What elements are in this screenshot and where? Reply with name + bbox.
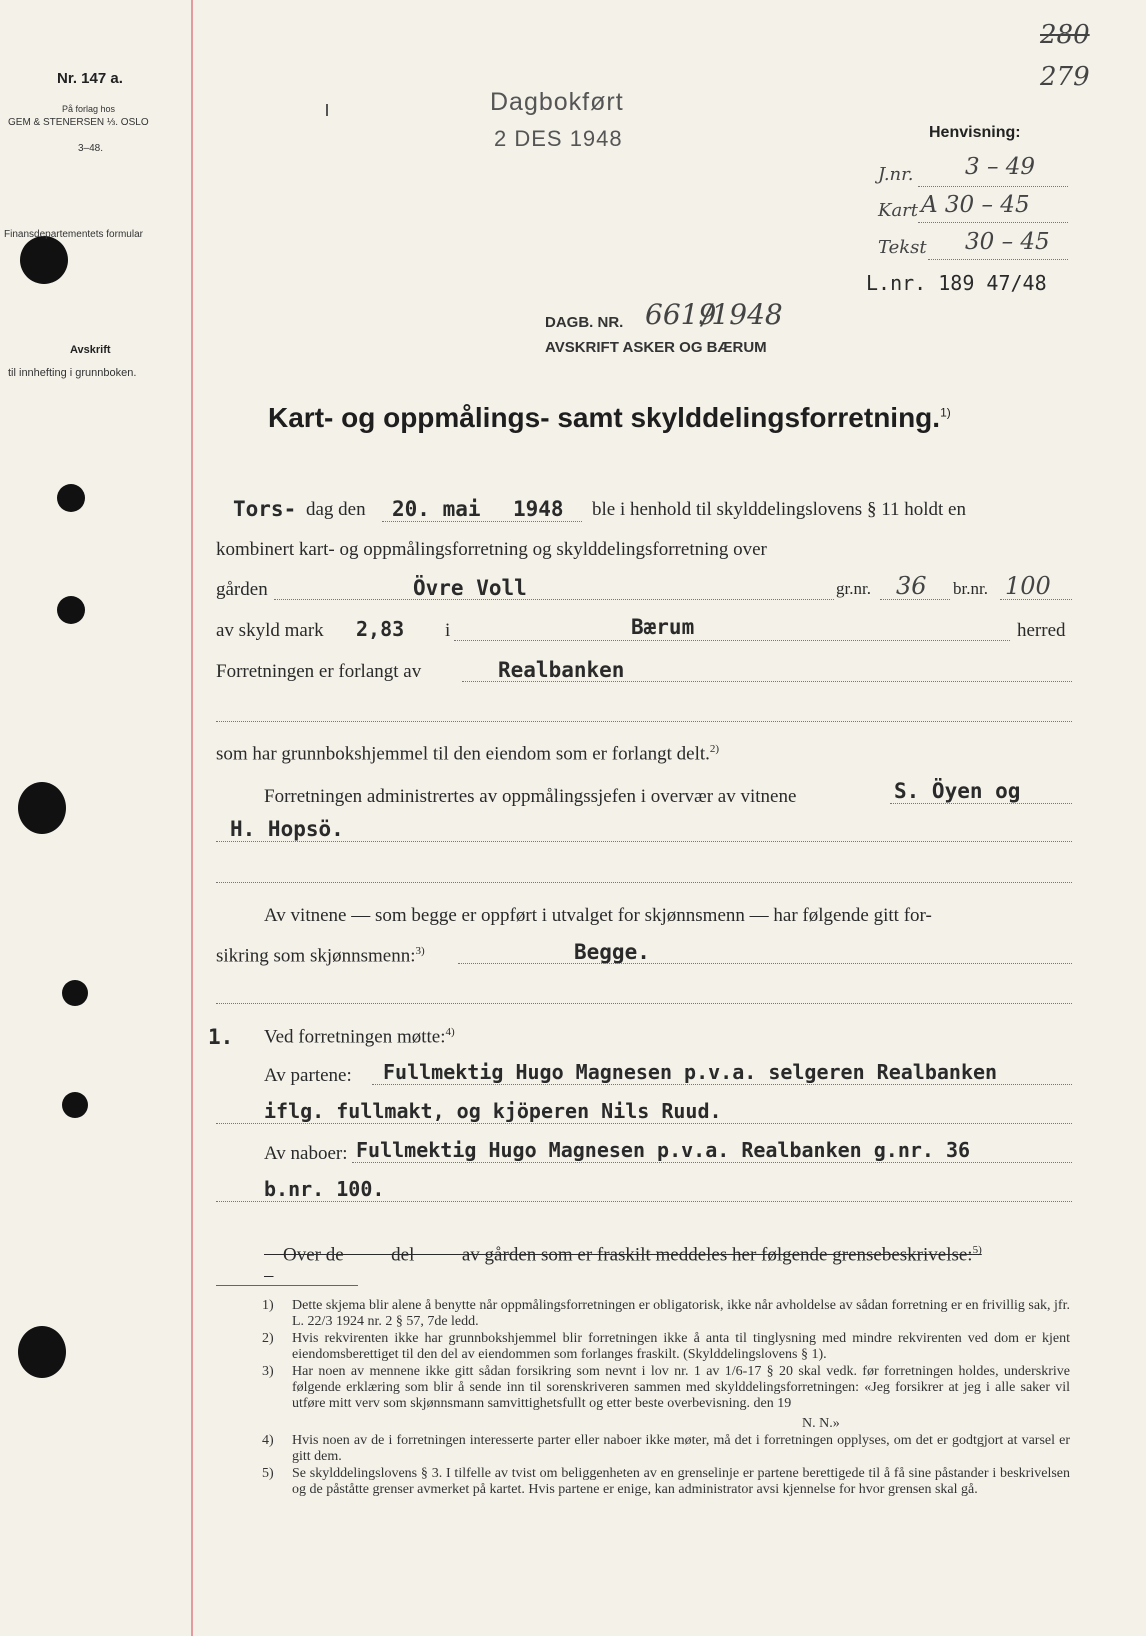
dag-den-label: dag den xyxy=(306,499,366,520)
neighbours-line2: b.nr. 100. xyxy=(264,1177,385,1201)
admin-text: Forretningen administrertes av oppmålingssjefen i overvær av vitnene xyxy=(264,786,797,807)
brnr-label: br.nr. xyxy=(953,579,988,598)
crossed-page-number: 280 xyxy=(1040,20,1090,50)
form-number: Nr. 147 a. xyxy=(57,70,123,87)
margin-rule xyxy=(191,0,193,1636)
requested-by: Realbanken xyxy=(498,658,625,682)
binder-hole xyxy=(20,236,68,284)
intro-line2: kombinert kart- og oppmålingsforretning og skylddelingsforretning over xyxy=(216,539,767,560)
witnesses-line2: H. Hopsö. xyxy=(230,817,344,841)
meeting-date: 20. mai xyxy=(392,497,481,521)
stamp-tick xyxy=(326,104,328,116)
dagb-year: /1948 xyxy=(702,298,783,331)
meeting-year: 1948 xyxy=(513,497,564,521)
grnr-value: 36 xyxy=(896,572,927,600)
binder-hole xyxy=(57,596,85,624)
binder-hole xyxy=(62,1092,88,1118)
neighbours-line1: Fullmektig Hugo Magnesen p.v.a. Realbanken g.nr. 36 xyxy=(356,1138,971,1162)
municipality: Bærum xyxy=(631,615,695,639)
binder-hole xyxy=(62,980,88,1006)
reference-heading: Henvisning: xyxy=(929,124,1021,141)
document-title: Kart- og oppmålings- samt skylddelingsforretning.$^{1)}$ xyxy=(268,402,951,433)
footnote: 1) Dette skjema blir alene å benytte når oppmålingsforretningen er obligatorisk, ikke når avholdelse av sådan forretning er en frivillig sak, jfr. L. 22/3 1924 nr. 2 § 57, 7de ledd. xyxy=(262,1298,1070,1329)
binder-hole xyxy=(57,484,85,512)
footnote: 5) Se skylddelingslovens § 3. I tilfelle av tvist om beliggenheten av en grenselinje er partene berettigede til å få sine påstander i beskrivelsen og de påståtte grenser avmerket på kartet. Hvis partene er enige, kan administrator avsi kjennelse for hvor grensen skal gå. xyxy=(262,1466,1070,1497)
binder-hole xyxy=(18,1326,66,1378)
dagb-number: 6619 xyxy=(645,298,717,331)
grunnbok-text: som har grunnbokshjemmel til den eiendom som er forlangt delt.$^{2)}$ xyxy=(216,743,720,765)
publisher-line2: GEM & STENERSEN ⅓. OSLO xyxy=(8,117,149,128)
weekday: Tors- xyxy=(233,497,297,521)
requested-by-label: Forretningen er forlangt av xyxy=(216,661,422,682)
publisher-line1: På forlag hos xyxy=(62,104,116,114)
page-number: 279 xyxy=(1040,62,1090,92)
parties-line1: Fullmektig Hugo Magnesen p.v.a. selgeren Realbanken xyxy=(383,1060,998,1084)
tekst-value: 30 – 45 xyxy=(965,229,1050,255)
lnr-value: L.nr. 189 47/48 xyxy=(866,271,1047,295)
form-date-code: 3–48. xyxy=(78,143,104,154)
grnr-label: gr.nr. xyxy=(836,579,871,598)
skyld-label: av skyld mark xyxy=(216,620,324,641)
registration-stamp-title: Dagbokført xyxy=(490,88,624,116)
item-number: 1. xyxy=(208,1025,234,1049)
attended-label: Ved forretningen møtte:$^{4)}$ xyxy=(264,1026,455,1048)
form-authority: Finansdepartementets formular xyxy=(4,229,143,240)
garden-label: gården xyxy=(216,579,268,600)
footnote: 2) Hvis rekvirenten ikke har grunnbokshjemmel blir forretningen ikke å anta til tinglysning med mindre rekvirenten ved dom er kjent eiendomsberettiget til den del av eiendommen som forlanges fraskilt. (Skylddelingslovens § 1). xyxy=(262,1331,1070,1362)
innhefting-label: til innhefting i grunnboken. xyxy=(8,367,137,379)
jnr-label: J.nr. xyxy=(878,164,914,185)
footnotes xyxy=(262,1298,1070,1498)
footnote: 3) Har noen av mennene ikke gitt sådan forsikring som nevnt i lov nr. 1 av 1/6-17 § 20 skal vedk. før forretningen holdes, underskrive følgende erklæring som blir å sende inn til sorenskriveren sammen med skylddelingsforretningen: «Jeg forsikrer at jeg i alle saker vil utføre mitt verv som skjønnsmann samvittighetsfullt og etter beste overbevisning. den 19 xyxy=(262,1364,1070,1411)
binder-hole xyxy=(18,782,66,834)
intro-line1: ble i henhold til skylddelingslovens § 11 holdt en xyxy=(592,499,966,520)
avskrift-label: Avskrift xyxy=(70,344,111,356)
forsikring-line1: Av vitnene — som begge er oppført i utvalget for skjønnsmenn — har følgende gitt for- xyxy=(264,905,932,926)
skjonnsmenn: Begge. xyxy=(574,940,650,964)
tekst-label: Tekst xyxy=(878,237,927,258)
forsikring-label: sikring som skjønnsmenn:$^{3)}$ xyxy=(216,945,425,967)
kart-value: A 30 – 45 xyxy=(921,192,1030,218)
jnr-value: 3 – 49 xyxy=(965,154,1036,180)
dagb-label: DAGB. NR. xyxy=(545,314,624,331)
kart-label: Kart xyxy=(878,200,919,221)
dagb-office: AVSKRIFT ASKER OG BÆRUM xyxy=(545,339,767,356)
skyld-value: 2,83 xyxy=(356,617,405,641)
parties-line2: iflg. fullmakt, og kjöperen Nils Ruud. xyxy=(264,1099,722,1123)
registration-stamp-date: 2 DES 1948 xyxy=(494,126,623,151)
farm-name: Övre Voll xyxy=(413,576,527,600)
struck-boundary-line: Over de del av gården som er fraskilt meddeles her følgende grensebeskrivelse:$^{5)}$ xyxy=(283,1244,982,1266)
brnr-value: 100 xyxy=(1005,572,1051,600)
i-label: i xyxy=(445,620,451,641)
footnote-separator xyxy=(216,1285,358,1286)
parties-label: Av partene: xyxy=(264,1065,352,1086)
footnote: 4) Hvis noen av de i forretningen interesserte parter eller naboer ikke møter, må det i forretningen opplyses, om det er godtgjort at varsel er gitt dem. xyxy=(262,1433,1070,1464)
footnote-signature: N. N.» xyxy=(802,1416,840,1431)
witnesses-line1: S. Öyen og xyxy=(894,779,1021,803)
neighbours-label: Av naboer: xyxy=(264,1143,348,1164)
herred-label: herred xyxy=(1017,620,1066,641)
